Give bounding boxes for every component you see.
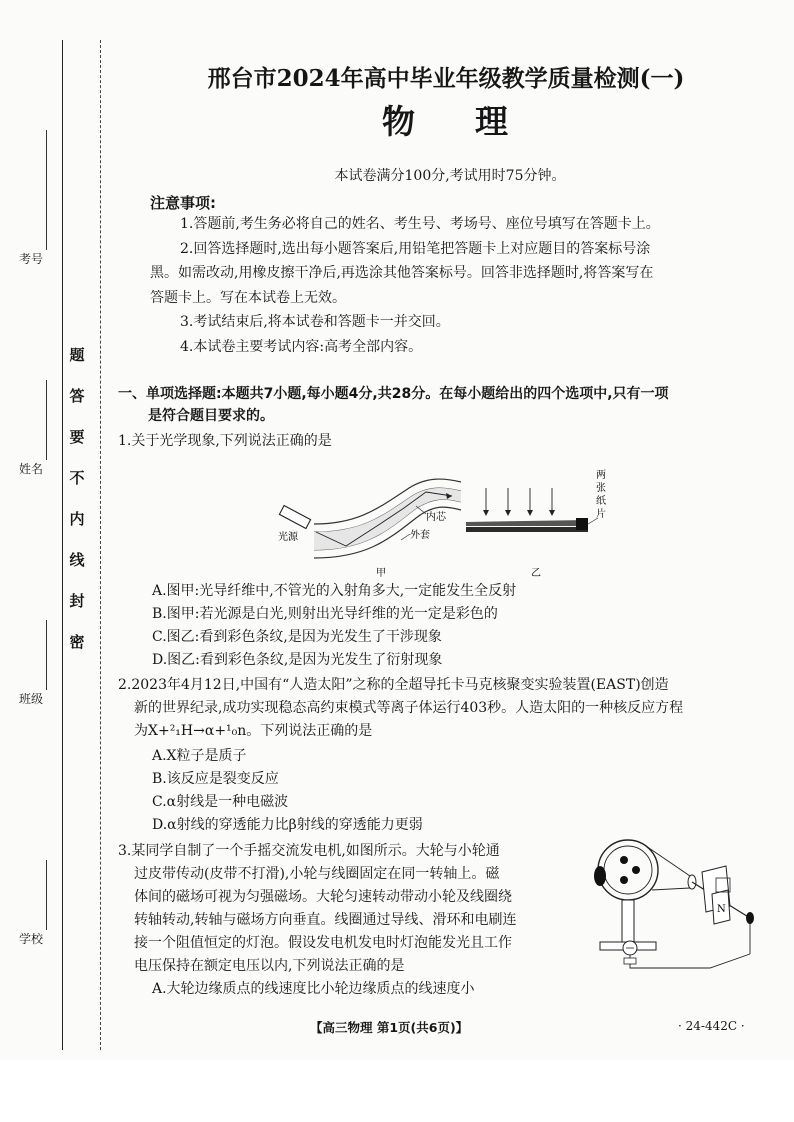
bulb-base <box>624 958 636 964</box>
field-school: 学校 <box>18 932 43 946</box>
seal-char: 内 <box>69 510 85 528</box>
label-paper-char: 纸 <box>596 496 606 507</box>
seal-char: 密 <box>69 633 85 651</box>
q2-option-a: A.X粒子是质子 <box>152 748 247 764</box>
label-cladding: 外套 <box>410 530 430 541</box>
q3-option-a: A.大轮边缘质点的线速度比小轮边缘质点的线速度小 <box>152 981 475 997</box>
belt <box>652 888 690 890</box>
exam-meta: 本试卷满分100分,考试用时75分钟。 <box>334 168 566 184</box>
section-heading-line: 一、单项选择题:本题共7小题,每小题4分,共28分。在每小题给出的四个选项中,只有一项 <box>118 386 669 402</box>
light-source-icon <box>279 506 310 529</box>
label-paper-char: 两 <box>596 470 606 481</box>
q2-option-b: B.该反应是裂变反应 <box>152 771 279 787</box>
section-heading-line: 是符合题目要求的。 <box>148 408 274 424</box>
q3-line: 转轴转动,转轴与磁场方向垂直。线圈通过导线、滑环和电刷连 <box>134 912 517 928</box>
q2-option-d: D.α射线的穿透能力比β射线的穿透能力更弱 <box>152 817 423 833</box>
seal-char: 答 <box>69 387 85 405</box>
note-line: 1.答题前,考生务必将自己的姓名、考生号、考场号、座位号填写在答题卡上。 <box>180 216 660 232</box>
belt <box>646 846 690 876</box>
seal-dashed-line <box>100 40 101 1050</box>
exam-title: 邢台市2024年高中毕业年级教学质量检测(一) <box>207 65 685 92</box>
label-yi: 乙 <box>531 568 541 578</box>
q3-line: 接一个阻值恒定的灯泡。假设发电机发电时灯泡能发光且工作 <box>134 935 512 951</box>
q2-option-c: C.α射线是一种电磁波 <box>152 794 289 810</box>
q2-line: 新的世界纪录,成功实现稳态高约束模式等离子体运行403秒。人造太阳的一种核反应方程 <box>134 700 684 716</box>
q3-line: 过皮带传动(皮带不打滑),小轮与线圈固定在同一转轴上。磁 <box>134 866 500 882</box>
stand-post <box>622 900 634 944</box>
q1-option-c: C.图乙:看到彩色条纹,是因为光发生了干涉现象 <box>152 629 442 645</box>
footer-page-info: 【高三物理 第1页(共6页)】 <box>310 1020 469 1035</box>
binding-line <box>62 40 63 1050</box>
big-wheel-rim <box>604 846 652 894</box>
field-line <box>46 860 47 930</box>
subject-title: 物理 <box>382 102 568 141</box>
field-id: 考号 <box>18 252 43 266</box>
label-paper-char: 片 <box>596 509 606 520</box>
notes-list <box>150 212 762 359</box>
question-1-stem: 1.关于光学现象,下列说法正确的是 <box>118 433 332 449</box>
q2-line: 为X+²₁H→α+¹₀n。下列说法正确的是 <box>134 723 373 739</box>
seal-char: 线 <box>69 551 85 569</box>
arrow-icon <box>549 510 555 516</box>
q3-line: 体间的磁场可视为匀强磁场。大轮匀速转动带动小轮及线圈绕 <box>134 889 512 905</box>
seal-char: 不 <box>69 469 85 487</box>
note-line: 2.回答选择题时,选出每小题答案后,用铅笔把答题卡上对应题目的答案标号涂 <box>180 240 651 257</box>
magnet-n-label: N <box>717 904 726 915</box>
question-1-figure <box>276 460 616 578</box>
wheel-hole <box>620 856 628 864</box>
notes-title: 注意事项: <box>150 194 216 212</box>
paper-shims <box>576 518 588 530</box>
arrow-icon <box>527 510 533 516</box>
q3-line: 3.某同学自制了一个手摇交流发电机,如图所示。大轮与小轮通 <box>118 843 500 859</box>
pointer-line <box>416 506 426 514</box>
field-line <box>46 130 47 250</box>
question-3-figure <box>590 836 770 986</box>
pointer-line <box>401 534 410 540</box>
arrow-icon <box>483 510 489 516</box>
seal-char: 封 <box>69 592 85 610</box>
note-line: 4.本试卷主要考试内容:高考全部内容。 <box>180 338 423 355</box>
wheel-hole <box>620 876 628 884</box>
footer-code: · 24-442C · <box>678 1019 745 1033</box>
seal-char: 要 <box>69 428 85 446</box>
q2-line: 2.2023年4月12日,中国有“人造太阳”之称的全超导托卡马克核聚变实验装置(EAST)创造 <box>118 677 669 693</box>
section-heading <box>118 383 778 427</box>
q1-option-d: D.图乙:看到彩色条纹,是因为光发生了衍射现象 <box>152 652 443 668</box>
label-light-source: 光源 <box>278 532 298 543</box>
note-line: 黑。如需改动,用橡皮擦干净后,再选涂其他答案标号。回答非选择题时,将答案写在 <box>150 265 654 281</box>
q1-option-b: B.图甲:若光源是白光,则射出光导纤维的光一定是彩色的 <box>152 606 498 622</box>
q3-line: 电压保持在额定电压以内,下列说法正确的是 <box>134 958 405 974</box>
label-jia: 甲 <box>376 568 386 578</box>
big-wheel <box>598 840 658 900</box>
slip-ring <box>746 912 754 924</box>
field-class: 班级 <box>18 692 43 706</box>
wheel-hole <box>632 866 640 874</box>
note-line: 答题卡上。写在本试卷上无效。 <box>150 289 346 306</box>
seal-char: 题 <box>69 346 85 364</box>
crank-handle <box>594 866 606 886</box>
glass-plate-top <box>466 520 588 526</box>
field-line <box>46 380 47 460</box>
seal-warning <box>66 335 88 663</box>
label-paper-char: 张 <box>596 483 606 494</box>
arrow-icon <box>505 510 511 516</box>
label-core: 内芯 <box>426 512 446 523</box>
field-line <box>46 620 47 690</box>
q1-option-a: A.图甲:光导纤维中,不管光的入射角多大,一定能发生全反射 <box>152 583 517 599</box>
field-name: 姓名 <box>18 462 43 476</box>
note-line: 3.考试结束后,将本试卷和答题卡一并交回。 <box>180 314 450 330</box>
wire <box>630 954 750 968</box>
glass-plate-bottom <box>466 527 588 532</box>
